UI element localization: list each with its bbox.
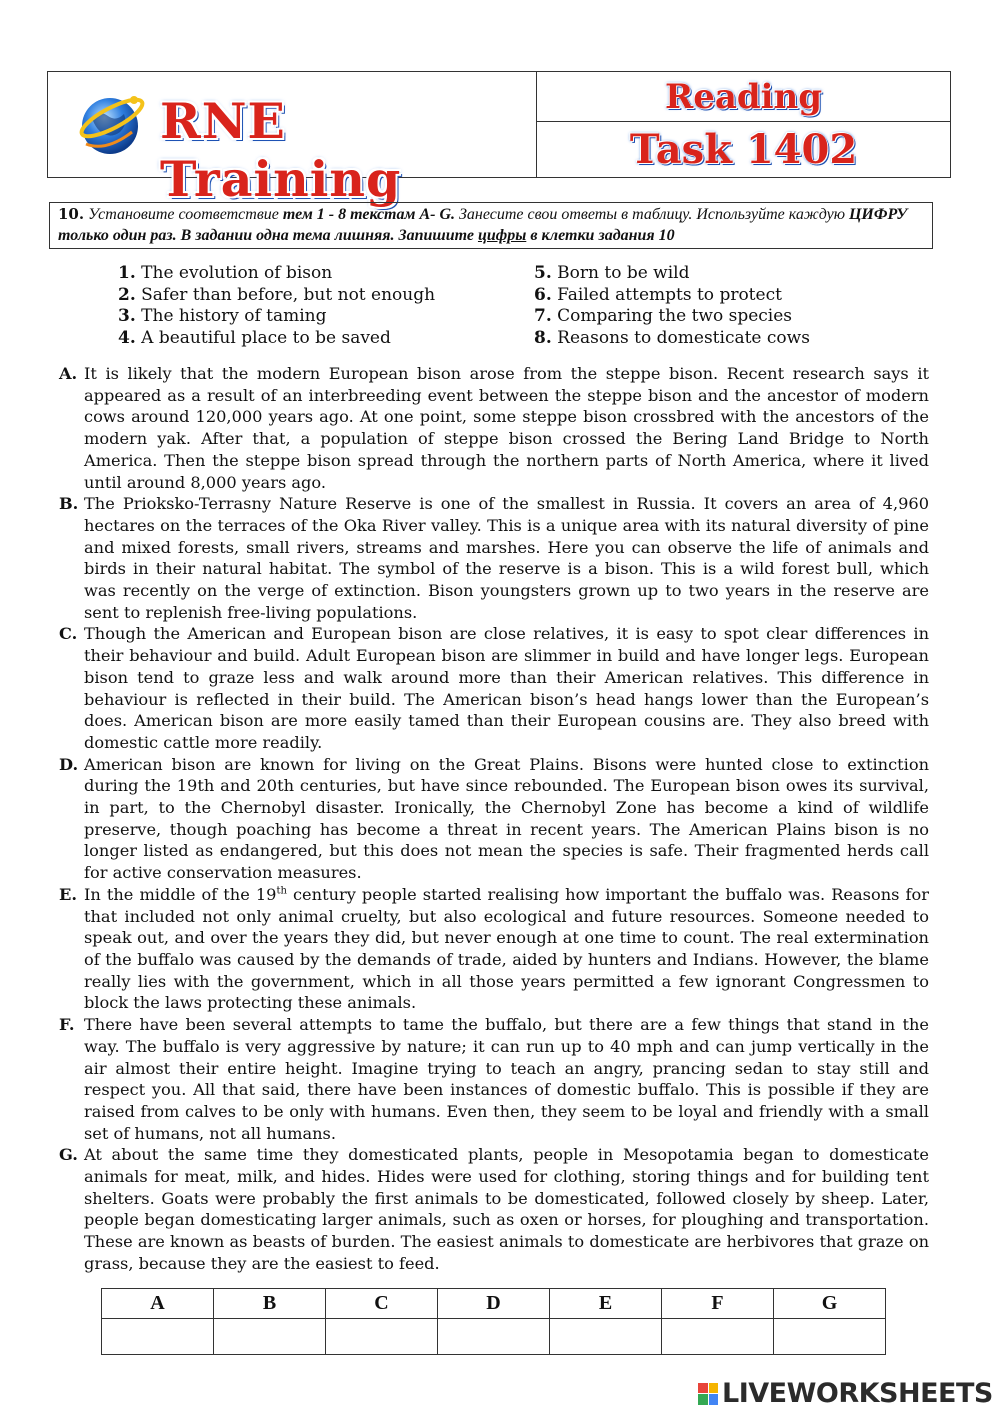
page-header: [47, 71, 951, 208]
answer-header-cell: F: [662, 1289, 774, 1319]
task-panel: [537, 72, 950, 177]
topic-item: [118, 285, 435, 307]
answer-header-cell: B: [214, 1289, 326, 1319]
brand-title: RNE Training: [160, 92, 402, 208]
task-cell: [537, 122, 950, 177]
reading-texts: [59, 363, 929, 1275]
topic-number: 7.: [534, 306, 552, 327]
topic-item: [534, 263, 810, 285]
topic-item: [534, 306, 810, 328]
text-letter: G.: [59, 1145, 78, 1165]
topic-number: 6.: [534, 284, 552, 305]
topic-number: 4.: [118, 328, 136, 349]
answer-cell-e[interactable]: [550, 1319, 662, 1355]
answer-cell-c[interactable]: [326, 1319, 438, 1355]
text-c: [59, 623, 929, 753]
topic-text: Safer than before, but not enough: [135, 284, 436, 305]
text-body: In the middle of the 19: [84, 884, 277, 904]
answer-cell-a[interactable]: [102, 1319, 214, 1355]
section-cell: [537, 72, 950, 122]
answer-header-cell: D: [438, 1289, 550, 1319]
instruction-bold: ЦИФРУ только один раз. В задании одна тема лишняя. Запишите: [58, 206, 908, 244]
task-number: 10.: [58, 205, 85, 223]
text-body: There have been several attempts to tame the buffalo, but there are a few things that stand in the way. The buffalo is very aggressive by nature; it can run up to 40 mph and can jump vertically in the air almost their entire height. Imagine trying to teach an angry, prancing sedan to stay still and respect you. All that said, there have been instances of domestic buffalo. This is possible if they are raised from calves to be only with humans. Even then, they seem to be loyal and friendly with a small set of humans, not all humans.: [84, 1015, 929, 1143]
instruction-underlined: цифры: [477, 227, 527, 244]
topics-column-left: [118, 263, 435, 350]
text-body: The Prioksko-Terrasny Nature Reserve is one of the smallest in Russia. It covers an area of 4,960 hectares on the terraces of the Oka River valley. This is a unique area with its natural diversity of pine and mixed forests, small rivers, streams and marshes. Here you can observe the life of animals and birds in their natural habitat. The symbol of the reserve is a bison. This is a wild forest bull, which was recently on the verge of extinction. Bison youngsters grown up to two years in the reserve are sent to replenish free-living populations.: [84, 494, 929, 622]
answer-header-cell: E: [550, 1289, 662, 1319]
topic-number: 8.: [534, 328, 552, 349]
text-body: American bison are known for living on the Great Plains. Bisons were hunted close to extinction during the 19th and 20th centuries, but have since rebounded. The European bison owes its survival, in part, to the Chernobyl disaster. Ironically, the Chernobyl Zone has become a kind of wildlife preserve, though poaching has become a threat in recent years. The American Plains bison is no longer listed as endangered, but this does not mean the species is safe. Their fragmented herds call for active conservation measures.: [84, 754, 929, 883]
topic-item: [118, 263, 435, 285]
topic-number: 5.: [534, 263, 552, 283]
topic-text: Born to be wild: [551, 263, 690, 283]
text-superscript: th: [276, 885, 287, 897]
text-e: [59, 884, 929, 1014]
topic-number: 2.: [118, 284, 136, 305]
text-letter: C.: [59, 624, 78, 644]
watermark-text: LIVEWORKSHEETS: [722, 1378, 993, 1409]
answer-cell-g[interactable]: [774, 1319, 886, 1355]
text-g: [59, 1144, 929, 1274]
topic-text: A beautiful place to be saved: [135, 328, 391, 349]
topic-item: [534, 285, 810, 307]
text-body: At about the same time they domesticated plants, people in Mesopotamia began to domesticate animals for meat, milk, and hides. Hides were used for clothing, storing things and for building tent shelters. Goats were probably the first animals to be domesticated, followed closely by sheep. Later, people began domesticating larger animals, such as oxen or horses, for ploughing and transportation. These are known as beasts of burden. The easiest animals to domesticate are herbivores that graze on grass, because they are the easiest to feed.: [84, 1145, 929, 1273]
text-letter: F.: [59, 1015, 75, 1035]
liveworksheets-watermark: [698, 1378, 993, 1409]
topic-text: Reasons to domesticate cows: [551, 328, 810, 349]
answer-cell-b[interactable]: [214, 1319, 326, 1355]
text-body: It is likely that the modern European bison arose from the steppe bison. Recent research says it appeared as a result of an interbreeding event between the steppe bison and the ancestor of modern cows around 120,000 years ago. At one point, some steppe bison crossbred with the ancestors of the modern yak. After that, a population of steppe bison crossed the Bering Land Bridge to North America. Then the steppe bison spread through the northern parts of North America, where it lived until around 8,000 years ago.: [84, 364, 929, 492]
brand-panel: [48, 72, 537, 208]
answer-table: [101, 1288, 886, 1355]
instruction-part: Занесите свои ответы в таблицу. Используйте каждую: [455, 206, 849, 223]
text-letter: A.: [59, 364, 78, 383]
text-body: century people started realising how important the buffalo was. Reasons for that included not only animal cruelty, but also ecological and future resources. Someone needed to speak out, and over the years they did, but never enough at one time to count. The real extermination of the buffalo was caused by the demands of trade, aided by hunters and Indians. However, the blame really lies with the government, which in all those years permitted a few ignorant Congressmen to block the laws protecting these animals.: [84, 884, 929, 1013]
text-d: [59, 754, 929, 884]
topic-number: 1.: [118, 263, 136, 283]
topic-number: 3.: [118, 306, 136, 327]
text-letter: D.: [59, 754, 79, 774]
topic-item: [118, 306, 435, 328]
liveworksheets-logo-icon: [698, 1383, 718, 1405]
topic-text: Failed attempts to protect: [551, 284, 782, 305]
topic-text: The history of taming: [135, 306, 327, 327]
text-body: Though the American and European bison are close relatives, it is easy to spot clear differences in their behaviour and build. Adult European bison are slimmer in build and have longer legs. European bison tend to graze less and walk around more than their American relatives. This difference in behaviour is reflected in their build. The American bison’s head hangs lower than the European’s does. American bison are more easily tamed than their European cousins are. They also breed with domestic cattle more readily.: [84, 624, 929, 752]
text-letter: E.: [59, 884, 77, 904]
text-a: [59, 363, 929, 493]
text-letter: B.: [59, 494, 79, 514]
section-title: Reading: [664, 76, 823, 117]
topic-item: [534, 328, 810, 350]
answer-input-row: [102, 1319, 886, 1355]
topic-text: The evolution of bison: [135, 263, 333, 283]
answer-header-row: [102, 1289, 886, 1319]
task-title: Task 1402: [629, 126, 858, 173]
text-f: [59, 1014, 929, 1144]
topics-column-right: [534, 263, 810, 350]
answer-cell-d[interactable]: [438, 1319, 550, 1355]
topic-item: [118, 328, 435, 350]
instruction-part: Установите соответствие: [84, 206, 283, 223]
answer-cell-f[interactable]: [662, 1319, 774, 1355]
globe-logo-icon: [76, 88, 146, 160]
instruction-box: [49, 202, 933, 249]
answer-header-cell: A: [102, 1289, 214, 1319]
answer-header-cell: C: [326, 1289, 438, 1319]
text-b: [59, 493, 929, 623]
instruction-bold: в клетки задания 10: [526, 227, 675, 244]
instruction-bold: тем 1 - 8 текстам A- G.: [282, 206, 455, 223]
topic-text: Comparing the two species: [551, 306, 793, 327]
answer-header-cell: G: [774, 1289, 886, 1319]
